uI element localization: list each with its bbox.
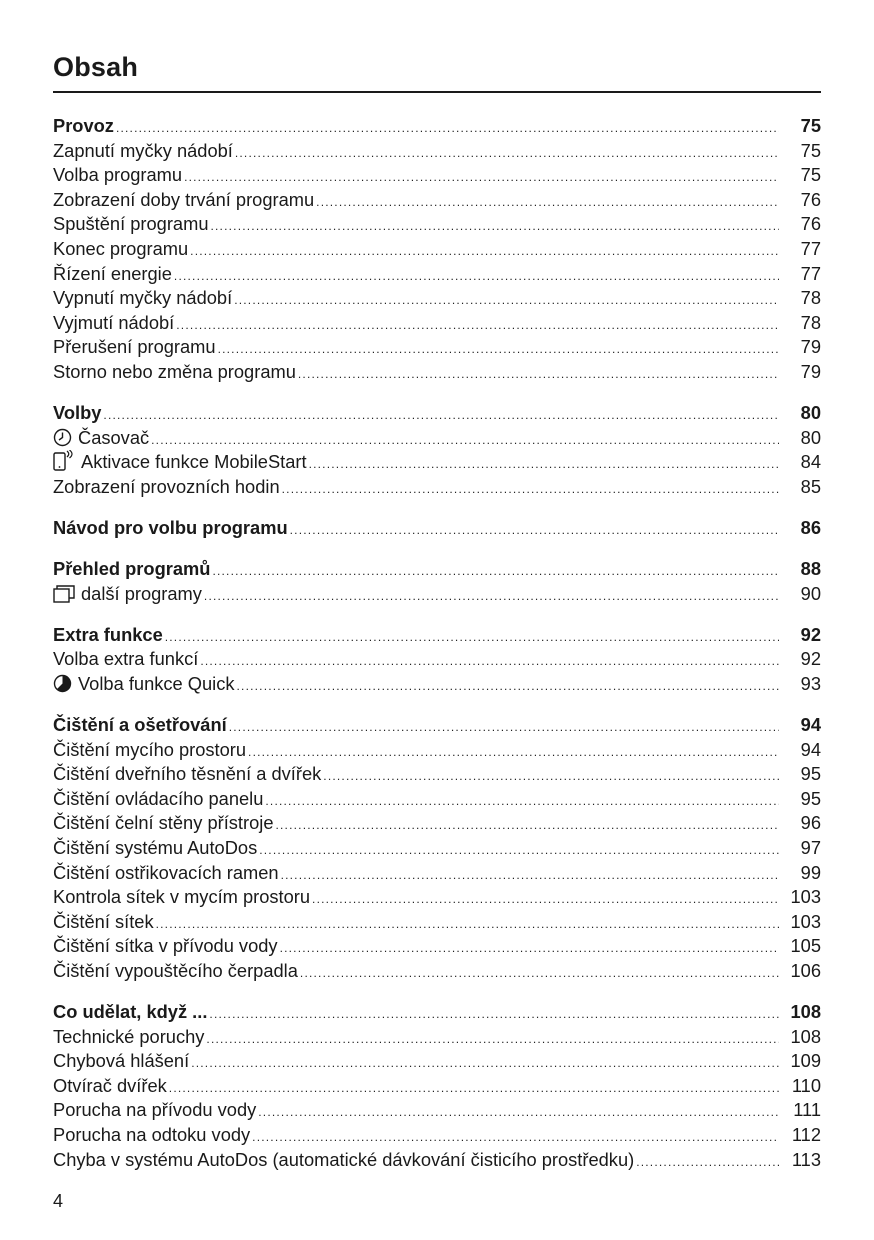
toc-page-number: 95 <box>800 763 821 785</box>
toc-entry[interactable] <box>53 836 821 861</box>
dot-leader <box>103 403 779 428</box>
toc-page-number: 90 <box>800 582 821 604</box>
toc-page-number: 92 <box>800 623 821 645</box>
toc-entry[interactable] <box>53 360 821 385</box>
dot-leader <box>191 1051 779 1076</box>
toc-entry[interactable] <box>53 426 821 451</box>
toc-entry[interactable] <box>53 647 821 672</box>
toc-entry-text: Spuštění programu <box>53 213 209 235</box>
dot-leader <box>281 863 779 888</box>
toc-entry-label <box>53 811 273 836</box>
dot-leader <box>259 838 779 863</box>
toc-entry-label <box>53 713 227 738</box>
toc-section-heading[interactable] <box>53 557 821 582</box>
toc-entry-text: Přerušení programu <box>53 336 216 358</box>
toc-entry-text: Čištění čelní stěny přístroje <box>53 812 274 834</box>
toc-entry-text: Volba funkce Quick <box>78 672 235 694</box>
toc-entry[interactable] <box>53 959 821 984</box>
dot-leader <box>234 288 779 313</box>
toc-entry[interactable] <box>53 262 821 287</box>
toc-page-number: 93 <box>800 672 821 694</box>
toc-page-number: 103 <box>790 910 821 932</box>
dot-leader <box>252 1125 779 1150</box>
toc-page-number: 112 <box>791 1123 821 1145</box>
page-title: Obsah <box>53 52 139 82</box>
toc-entry[interactable] <box>53 861 821 886</box>
toc-page-number: 78 <box>800 311 821 333</box>
toc-entry[interactable] <box>53 1025 821 1050</box>
toc-entry-text: Časovač <box>78 426 150 448</box>
toc-entry-text: Čištění ostřikovacích ramen <box>53 861 279 883</box>
dot-leader <box>300 961 779 986</box>
toc-entry-label <box>53 401 101 426</box>
dot-leader <box>309 452 779 477</box>
table-of-contents <box>53 114 821 1189</box>
toc-entry-text: Storno nebo změna programu <box>53 360 296 382</box>
toc-page-number: 95 <box>800 787 821 809</box>
toc-entry-text: Čištění mycího prostoru <box>53 738 247 760</box>
dot-leader <box>204 584 779 609</box>
toc-entry-text: Konec programu <box>53 237 189 259</box>
dot-leader <box>116 116 779 141</box>
toc-page-number: 76 <box>800 188 821 210</box>
dot-leader <box>258 1100 779 1125</box>
toc-entry-label <box>53 738 246 763</box>
toc-entry-text: Extra funkce <box>53 623 163 645</box>
toc-page-number: 75 <box>800 164 821 186</box>
toc-entry[interactable] <box>53 1074 821 1099</box>
toc-entry-text: Chyba v systému AutoDos (automatické dávkování čisticího prostředku) <box>53 1148 635 1170</box>
toc-entry-label <box>53 672 235 700</box>
dot-leader <box>229 715 779 740</box>
toc-page-number: 80 <box>800 402 821 424</box>
toc-page-number: 78 <box>800 287 821 309</box>
toc-entry[interactable] <box>53 1148 821 1173</box>
toc-entry-label <box>53 934 278 959</box>
toc-section-heading[interactable] <box>53 623 821 648</box>
toc-entry-label <box>53 885 310 910</box>
toc-entry-label <box>53 959 298 984</box>
toc-entry[interactable] <box>53 450 821 475</box>
toc-entry[interactable] <box>53 738 821 763</box>
toc-entry-label <box>53 516 288 541</box>
dot-leader <box>218 337 779 362</box>
toc-entry-label <box>53 262 172 287</box>
toc-entry-text: Zobrazení provozních hodin <box>53 475 280 497</box>
toc-section <box>53 557 821 606</box>
quick-timer-icon <box>53 674 72 700</box>
toc-entry[interactable] <box>53 286 821 311</box>
toc-entry-text: Technické poruchy <box>53 1025 205 1047</box>
toc-entry-label <box>53 212 208 237</box>
toc-entry-label <box>53 426 149 454</box>
toc-entry[interactable] <box>53 910 821 935</box>
toc-entry[interactable] <box>53 212 821 237</box>
dot-leader <box>190 239 779 264</box>
toc-section-heading[interactable] <box>53 401 821 426</box>
toc-page-number: 108 <box>790 1001 821 1022</box>
toc-page-number: 79 <box>800 336 821 358</box>
toc-entry[interactable] <box>53 787 821 812</box>
toc-entry[interactable] <box>53 1098 821 1123</box>
toc-page-number: 76 <box>800 213 821 235</box>
toc-entry-label <box>53 311 174 336</box>
toc-page-number: 106 <box>790 959 821 981</box>
toc-entry-text: Volba programu <box>53 164 183 186</box>
toc-entry-label <box>53 787 263 812</box>
toc-entry-label <box>53 360 296 385</box>
toc-entry-text: Čištění systému AutoDos <box>53 836 258 858</box>
toc-page-number: 77 <box>800 262 821 284</box>
toc-entry-text: Zobrazení doby trvání programu <box>53 188 315 210</box>
toc-entry[interactable] <box>53 311 821 336</box>
toc-entry-label <box>53 861 279 886</box>
toc-entry-label <box>53 1074 167 1099</box>
toc-page-number: 85 <box>800 475 821 497</box>
toc-section <box>53 623 821 697</box>
toc-section <box>53 114 821 385</box>
mobile-signal-icon <box>53 450 75 478</box>
toc-entry-text: Otvírač dvířek <box>53 1074 167 1096</box>
toc-section <box>53 713 821 984</box>
toc-entry-label <box>53 450 307 478</box>
toc-page-number: 77 <box>800 237 821 259</box>
dot-leader <box>323 764 779 789</box>
toc-page-number: 103 <box>790 886 821 908</box>
toc-section-heading[interactable] <box>53 114 821 139</box>
dot-leader <box>209 1002 779 1027</box>
toc-entry-text: Aktivace funkce MobileStart <box>81 451 307 473</box>
toc-entry-text: Provoz <box>53 115 114 136</box>
toc-section-heading[interactable] <box>53 713 821 738</box>
toc-entry[interactable] <box>53 1123 821 1148</box>
toc-entry-text: Volba extra funkcí <box>53 648 199 670</box>
toc-entry-text: Zapnutí myčky nádobí <box>53 139 233 161</box>
toc-entry-label <box>53 623 163 648</box>
toc-page-number: 99 <box>800 861 821 883</box>
toc-entry-label <box>53 1049 189 1074</box>
toc-page-number: 94 <box>800 738 821 760</box>
toc-entry-text: Vyjmutí nádobí <box>53 311 175 333</box>
toc-entry-label <box>53 1098 256 1123</box>
toc-page-number: 94 <box>800 713 821 735</box>
toc-page-number: 79 <box>800 360 821 382</box>
toc-entry-label <box>53 475 280 500</box>
dot-leader <box>298 362 779 387</box>
toc-entry-label <box>53 335 216 360</box>
toc-page-number: 86 <box>800 516 821 538</box>
toc-entry-label <box>53 1148 634 1173</box>
toc-entry[interactable] <box>53 139 821 164</box>
toc-page-number: 97 <box>800 836 821 858</box>
toc-entry-label <box>53 1000 207 1025</box>
dot-leader <box>316 190 779 215</box>
toc-entry-label <box>53 582 202 610</box>
dot-leader <box>275 813 779 838</box>
toc-entry[interactable] <box>53 475 821 500</box>
toc-page-number: 109 <box>790 1050 821 1072</box>
toc-entry-label <box>53 557 210 582</box>
toc-page-number: 108 <box>790 1025 821 1047</box>
toc-page-number: 113 <box>791 1148 821 1170</box>
dot-leader <box>235 141 779 166</box>
toc-page-number: 96 <box>800 812 821 834</box>
toc-page-number: 80 <box>800 426 821 448</box>
toc-entry-label <box>53 139 233 164</box>
dot-leader <box>280 936 779 961</box>
toc-entry-text: Řízení energie <box>53 262 172 284</box>
toc-entry-label <box>53 762 321 787</box>
toc-entry-text: Přehled programů <box>53 558 211 579</box>
toc-section-heading[interactable] <box>53 516 821 541</box>
toc-entry[interactable] <box>53 163 821 188</box>
toc-entry-text: Volby <box>53 402 102 424</box>
toc-entry[interactable] <box>53 934 821 959</box>
toc-entry-text: Kontrola sítek v mycím prostoru <box>53 886 311 908</box>
toc-entry-label <box>53 237 188 262</box>
dot-leader <box>169 1076 779 1101</box>
toc-entry-label <box>53 286 232 311</box>
toc-entry-label <box>53 114 114 139</box>
dot-leader <box>184 165 779 190</box>
toc-entry-label <box>53 836 257 861</box>
dot-leader <box>237 674 780 699</box>
toc-page-number: 84 <box>800 451 821 473</box>
toc-page-number: 110 <box>791 1074 821 1096</box>
toc-entry-label <box>53 1025 204 1050</box>
toc-section <box>53 1000 821 1172</box>
toc-entry[interactable] <box>53 885 821 910</box>
dot-leader <box>151 428 779 453</box>
toc-entry-text: Čištění ovládacího panelu <box>53 787 264 809</box>
toc-entry[interactable] <box>53 762 821 787</box>
toc-entry-text: Porucha na přívodu vody <box>53 1099 257 1121</box>
toc-entry-label <box>53 910 154 935</box>
toc-entry-text: Čištění sítek <box>53 910 154 932</box>
dot-leader <box>636 1150 779 1175</box>
toc-entry-text: Porucha na odtoku vody <box>53 1123 251 1145</box>
toc-section <box>53 401 821 499</box>
toc-entry[interactable] <box>53 582 821 607</box>
toc-entry[interactable] <box>53 188 821 213</box>
toc-entry-label <box>53 188 314 213</box>
toc-entry-text: Vypnutí myčky nádobí <box>53 287 233 309</box>
dot-leader <box>312 887 779 912</box>
dot-leader <box>206 1027 779 1052</box>
toc-entry-text: další programy <box>81 582 202 604</box>
toc-entry-text: Co udělat, když ... <box>53 1001 208 1022</box>
dot-leader <box>290 518 779 543</box>
dot-leader <box>176 313 779 338</box>
dot-leader <box>248 740 779 765</box>
dot-leader <box>265 789 779 814</box>
toc-entry[interactable] <box>53 672 821 697</box>
toc-entry[interactable] <box>53 237 821 262</box>
dot-leader <box>282 477 779 502</box>
toc-section <box>53 516 821 541</box>
toc-entry[interactable] <box>53 335 821 360</box>
toc-entry-text: Čištění vypouštěcího čerpadla <box>53 959 298 981</box>
toc-entry[interactable] <box>53 811 821 836</box>
toc-entry-text: Čištění a ošetřování <box>53 713 227 735</box>
toc-entry-text: Čištění dveřního těsnění a dvířek <box>53 763 322 785</box>
toc-page-number: 92 <box>800 648 821 670</box>
toc-entry-text: Chybová hlášení <box>53 1050 190 1072</box>
dot-leader <box>212 559 779 584</box>
toc-page-number: 111 <box>793 1099 821 1121</box>
dot-leader <box>165 625 779 650</box>
stacked-windows-icon <box>53 584 75 610</box>
dot-leader <box>210 214 779 239</box>
toc-entry-label <box>53 163 182 188</box>
toc-entry-label <box>53 647 198 672</box>
toc-section-heading[interactable] <box>53 1000 821 1025</box>
toc-entry-text: Návod pro volbu programu <box>53 516 288 538</box>
dot-leader <box>174 264 779 289</box>
toc-page-number: 88 <box>800 558 821 579</box>
title-divider <box>53 91 821 93</box>
toc-page-number: 75 <box>800 139 821 161</box>
dot-leader <box>200 649 779 674</box>
toc-entry-text: Čištění sítka v přívodu vody <box>53 935 278 957</box>
dot-leader <box>156 912 779 937</box>
toc-entry-label <box>53 1123 250 1148</box>
toc-page-number: 105 <box>790 935 821 957</box>
toc-page-number: 75 <box>800 115 821 136</box>
toc-entry[interactable] <box>53 1049 821 1074</box>
page-number: 4 <box>53 1191 64 1211</box>
